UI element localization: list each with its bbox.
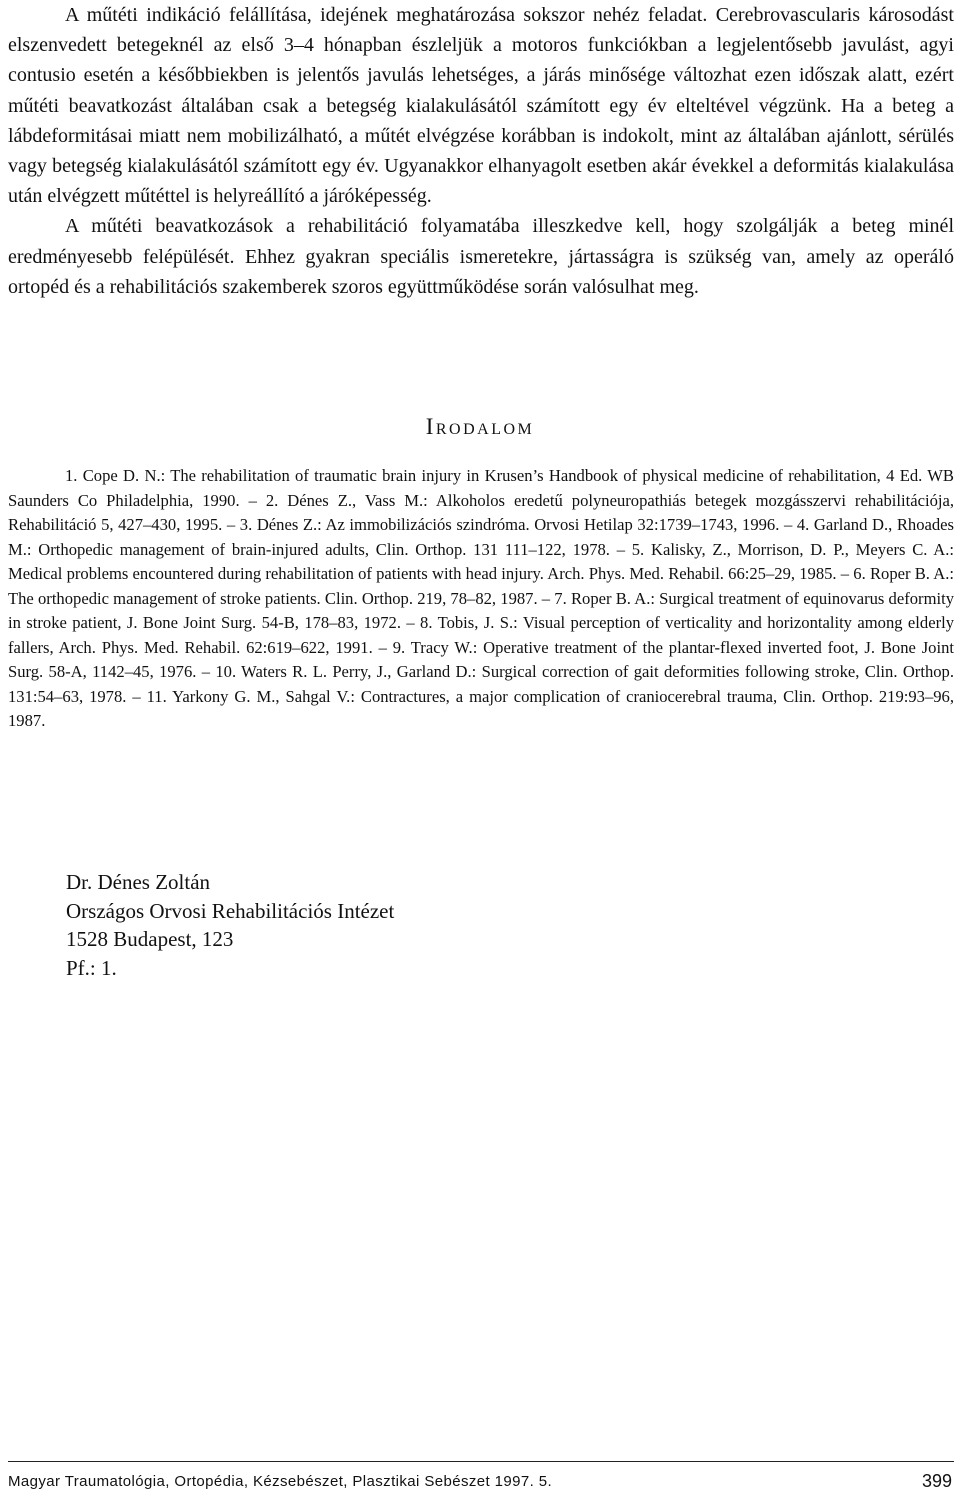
- article-paragraph: A műtéti indikáció felállítása, idejének meghatározása sokszor nehéz feladat. Cerebrovascularis károsodást elszenvedett betegeknél az első 3–4 hónapban észleljük a motoros funkciókban a legjelentősebb javulást, agyi contusio esetén a későbbiekben is jelentős javulás lehetséges, a járás minősége változhat ezen időszak alatt, ezért műtéti beavatkozást általában csak a betegség kialakulásától számított egy év elteltével végzünk. Ha a beteg a lábdeformitásai miatt nem mobilizálható, a műtét elvégzése korábban is indokolt, mint az általában ajánlott, sérülés vagy betegség kialakulásától számított egy év. Ugyanakkor elhanyagolt esetben akár évekkel a deformitás kialakulása után elvégzett műtéttel is helyreállító a járóképesség.: [8, 4, 954, 208]
- footer-divider: [8, 1461, 954, 1462]
- references-list: 1. Cope D. N.: The rehabilitation of traumatic brain injury in Krusen’s Handbook of physical medicine of rehabilitation, 4 Ed. WB Saunders Co Philadelphia, 1990. – 2. Dénes Z., Vass M.: Alkoholos eredetű polyneuropathiás betegek mozgásszervi rehabilitációja, Rehabilitáció 5, 427–430, 1995. – 3. Dénes Z.: Az immobilizációs szindróma. Orvosi Hetilap 32:1739–1743, 1996. – 4. Garland D., Rhoades M.: Orthopedic management of brain-injured adults, Clin. Orthop. 131 111–122, 1978. – 5. Kalisky, Z., Morrison, D. P., Meyers C. A.: Medical problems encountered during rehabilitation of patients with head injury. Arch. Phys. Med. Rehabil. 66:25–29, 1985. – 6. Roper B. A.: The orthopedic management of stroke patients. Clin. Orthop. 219, 78–82, 1987. – 7. Roper B. A.: Surgical treatment of equinovarus deformity in stroke patient, J. Bone Joint Surg. 54-B, 178–83, 1972. – 8. Tobis, J. S.: Visual perception of verticality and horizontality among elderly fallers, Arch. Phys. Med. Rehabil. 62:619–622, 1991. – 9. Tracy W.: Operative treatment of the plantar-flexed inverted foot, J. Bone Joint Surg. 58-A, 1142–45, 1976. – 10. Waters R. L. Perry, J., Garland D.: Surgical correction of gait deformities following stroke, Clin. Orthop. 131:54–63, 1978. – 11. Yarkony G. M., Sahgal V.: Contractures, a major complication of craniocerebral trauma, Clin. Orthop. 219:93–96, 1987.: [8, 466, 954, 730]
- author-institute: Országos Orvosi Rehabilitációs Intézet: [66, 898, 395, 923]
- author-pobox: Pf.: 1.: [66, 955, 117, 980]
- article-paragraph: A műtéti beavatkozások a rehabilitáció folyamatába illeszkedve kell, hogy szolgálják a beteg minél eredményesebb felépülését. Ehhez gyakran speciális ismeretekre, jártasságra is szükség van, amely az operáló ortopéd és a rehabilitációs szakemberek szoros együttműködése során valósulhat meg.: [8, 215, 954, 298]
- page-number: 399: [921, 1471, 952, 1491]
- author-city: 1528 Budapest, 123: [66, 927, 234, 952]
- footer-journal-title: Magyar Traumatológia, Ortopédia, Kézsebészet, Plasztikai Sebészet 1997. 5.: [8, 1473, 553, 1490]
- author-name: Dr. Dénes Zoltán: [66, 870, 211, 894]
- references-heading: Irodalom: [425, 414, 535, 439]
- article-body: [8, 0, 954, 302]
- author-address: [66, 868, 394, 982]
